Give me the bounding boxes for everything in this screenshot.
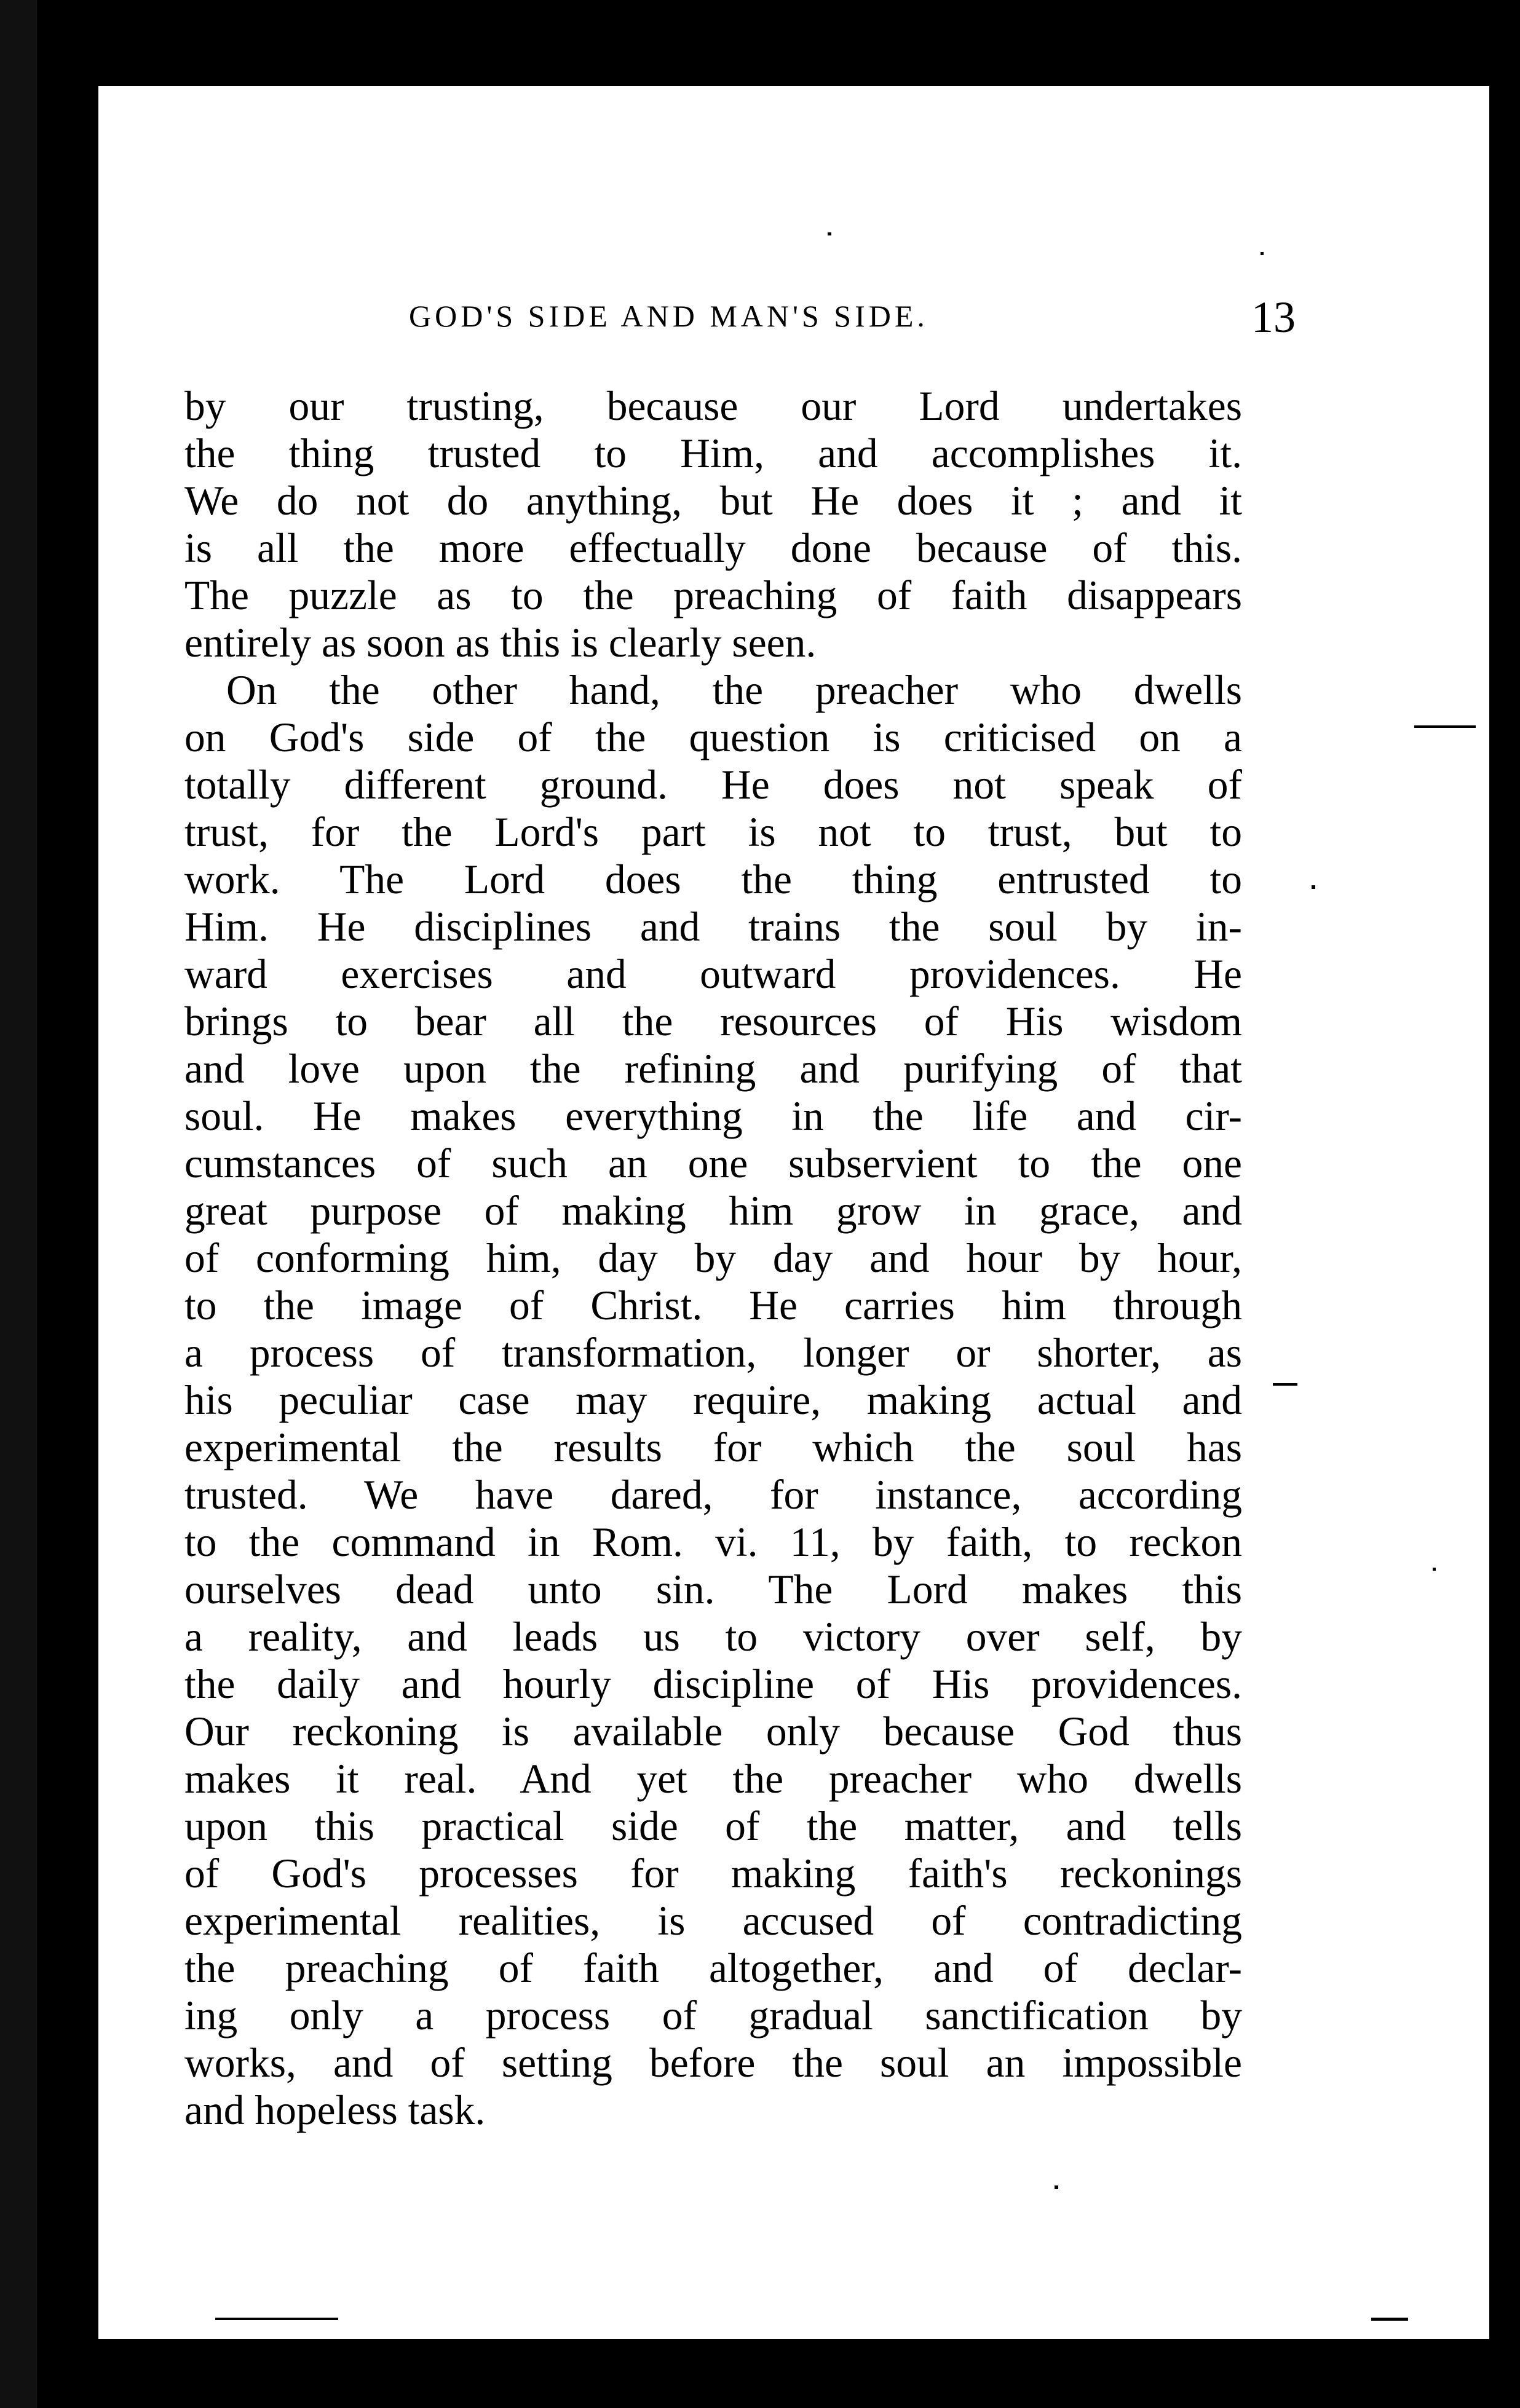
text-line: upon this practical side of the matter, and tells bbox=[184, 1803, 1242, 1849]
text-line: his peculiar case may require, making actual and bbox=[184, 1377, 1242, 1423]
text-line: On the other hand, the preacher who dwells bbox=[226, 667, 1242, 713]
scan-speck bbox=[215, 2318, 338, 2320]
text-line: entirely as soon as this is clearly seen. bbox=[184, 620, 817, 666]
text-line: Our reckoning is available only because God thus bbox=[184, 1708, 1242, 1755]
scan-speck bbox=[1312, 885, 1315, 889]
text-line: a process of transformation, longer or shorter, as bbox=[184, 1330, 1242, 1376]
running-head: GOD'S SIDE AND MAN'S SIDE. bbox=[409, 299, 928, 333]
scan-speck bbox=[1261, 252, 1264, 255]
paragraph bbox=[184, 382, 1242, 666]
text-line: trust, for the Lord's part is not to trust, but to bbox=[184, 809, 1242, 855]
text-line: makes it real. And yet the preacher who dwells bbox=[184, 1756, 1242, 1802]
text-line: and love upon the refining and purifying of that bbox=[184, 1046, 1242, 1092]
text-line: soul. He makes everything in the life and cir- bbox=[184, 1093, 1242, 1139]
page-number: 13 bbox=[1251, 293, 1296, 342]
text-line: to the image of Christ. He carries him through bbox=[184, 1282, 1242, 1328]
paragraph bbox=[184, 666, 1242, 2134]
text-line: ing only a process of gradual sanctification by bbox=[184, 1992, 1242, 2039]
text-line: brings to bear all the resources of His wisdom bbox=[184, 998, 1242, 1044]
text-line: The puzzle as to the preaching of faith disappears bbox=[184, 572, 1242, 618]
text-line: trusted. We have dared, for instance, according bbox=[184, 1472, 1242, 1518]
body-text bbox=[184, 382, 1242, 2134]
text-line: experimental realities, is accused of contradicting bbox=[184, 1898, 1242, 1944]
text-line: to the command in Rom. vi. 11, by faith, to reckon bbox=[184, 1519, 1242, 1565]
text-line: totally different ground. He does not speak of bbox=[184, 762, 1242, 808]
text-line: a reality, and leads us to victory over self, by bbox=[184, 1614, 1242, 1660]
text-line: the thing trusted to Him, and accomplishes it. bbox=[184, 430, 1242, 476]
text-line: works, and of setting before the soul an impossible bbox=[184, 2040, 1242, 2086]
text-line: of God's processes for making faith's reckonings bbox=[184, 1850, 1242, 1897]
scan-speck bbox=[1414, 725, 1476, 728]
text-line: and hopeless task. bbox=[184, 2087, 486, 2133]
text-line: Him. He disciplines and trains the soul by in- bbox=[184, 904, 1242, 950]
page-header bbox=[409, 292, 1296, 347]
scan-speck bbox=[828, 232, 831, 235]
text-line: the preaching of faith altogether, and of declar- bbox=[184, 1945, 1242, 1991]
text-line: on God's side of the question is criticised on a bbox=[184, 714, 1242, 760]
text-line: great purpose of making him grow in grace, and bbox=[184, 1188, 1242, 1234]
scan-speck bbox=[1433, 1568, 1436, 1571]
scan-left-edge bbox=[0, 0, 37, 2408]
text-line: work. The Lord does the thing entrusted to bbox=[184, 856, 1242, 902]
scan-speck bbox=[1273, 1383, 1297, 1386]
text-line: experimental the results for which the soul has bbox=[184, 1424, 1242, 1470]
text-line: the daily and hourly discipline of His providences. bbox=[184, 1661, 1242, 1707]
text-line: is all the more effectually done because of this. bbox=[184, 525, 1242, 571]
scan-speck bbox=[1371, 2318, 1408, 2321]
text-line: ward exercises and outward providences. He bbox=[184, 951, 1242, 997]
text-line: We do not do anything, but He does it ; and it bbox=[184, 478, 1242, 524]
scan-speck bbox=[1055, 2185, 1058, 2189]
text-line: cumstances of such an one subservient to the one bbox=[184, 1140, 1242, 1186]
text-line: by our trusting, because our Lord undertakes bbox=[184, 383, 1242, 429]
text-line: ourselves dead unto sin. The Lord makes this bbox=[184, 1566, 1242, 1613]
text-line: of conforming him, day by day and hour by hour, bbox=[184, 1235, 1242, 1281]
